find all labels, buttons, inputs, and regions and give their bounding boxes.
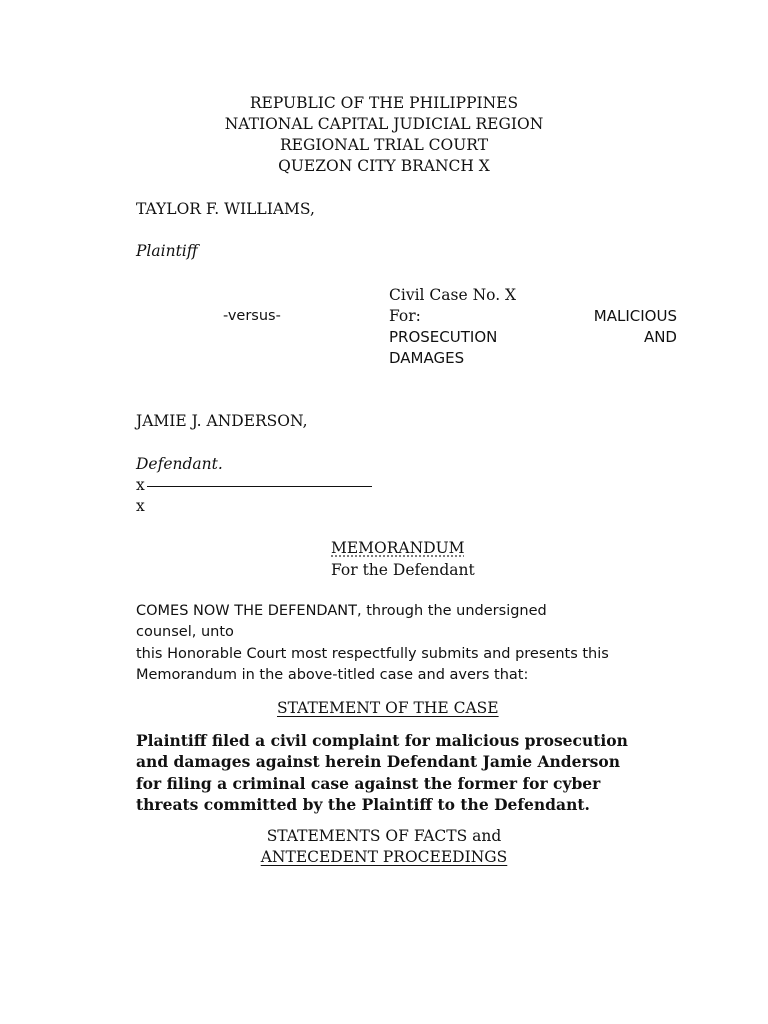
statement-line-2: and damages against herein Defendant Jamie Anderson — [136, 752, 620, 771]
facts-heading-line-2: ANTECEDENT PROCEEDINGS — [260, 848, 508, 866]
defendant-role: Defendant. — [136, 455, 223, 473]
plaintiff-name: TAYLOR F. WILLIAMS, — [136, 200, 315, 218]
versus-label: -versus- — [223, 308, 281, 324]
statement-line-3: for filing a criminal case against the former for cyber — [136, 774, 601, 793]
case-for-word-malicious: MALICIOUS — [593, 307, 677, 325]
defendant-name: JAMIE J. ANDERSON, — [136, 412, 308, 430]
separator-x-start: x — [136, 476, 145, 494]
facts-heading-line-2-wrap — [0, 848, 768, 866]
statement-line-4: threats committed by the Plaintiff to the Defendant. — [136, 795, 590, 814]
separator-line — [147, 486, 372, 487]
statement-of-case-heading: STATEMENT OF THE CASE — [277, 699, 499, 717]
court-header-region: NATIONAL CAPITAL JUDICIAL REGION — [224, 115, 544, 133]
case-for-word-and: AND — [643, 328, 677, 346]
case-for-label: For: — [389, 307, 421, 325]
intro-line-4: Memorandum in the above-titled case and avers that: — [136, 667, 529, 683]
caption-separator — [136, 476, 372, 494]
case-for-word-damages: DAMAGES — [389, 349, 465, 367]
memorandum-title: MEMORANDUM — [331, 539, 465, 557]
case-info-block — [389, 285, 677, 369]
memorandum-subtitle: For the Defendant — [331, 561, 475, 579]
case-number-row — [389, 285, 677, 306]
court-header-branch: QUEZON CITY BRANCH X — [278, 157, 490, 175]
facts-heading-line-1: STATEMENTS OF FACTS and — [266, 827, 502, 845]
case-for-row-3 — [389, 348, 677, 369]
case-number: Civil Case No. X — [389, 286, 517, 304]
case-for-word-prosecution: PROSECUTION — [389, 328, 498, 346]
statement-line-1: Plaintiff filed a civil complaint for malicious prosecution — [136, 731, 628, 750]
case-for-row — [389, 306, 677, 327]
intro-line-1: COMES NOW THE DEFENDANT, through the undersigned — [136, 603, 547, 619]
court-header-court: REGIONAL TRIAL COURT — [279, 136, 489, 154]
case-for-row-2 — [389, 327, 677, 348]
intro-line-3: this Honorable Court most respectfully submits and presents this — [136, 646, 609, 662]
separator-x-end: x — [136, 497, 145, 515]
court-header-republic: REPUBLIC OF THE PHILIPPINES — [249, 94, 519, 112]
plaintiff-role: Plaintiff — [136, 242, 198, 260]
intro-line-2: counsel, unto — [136, 624, 234, 640]
